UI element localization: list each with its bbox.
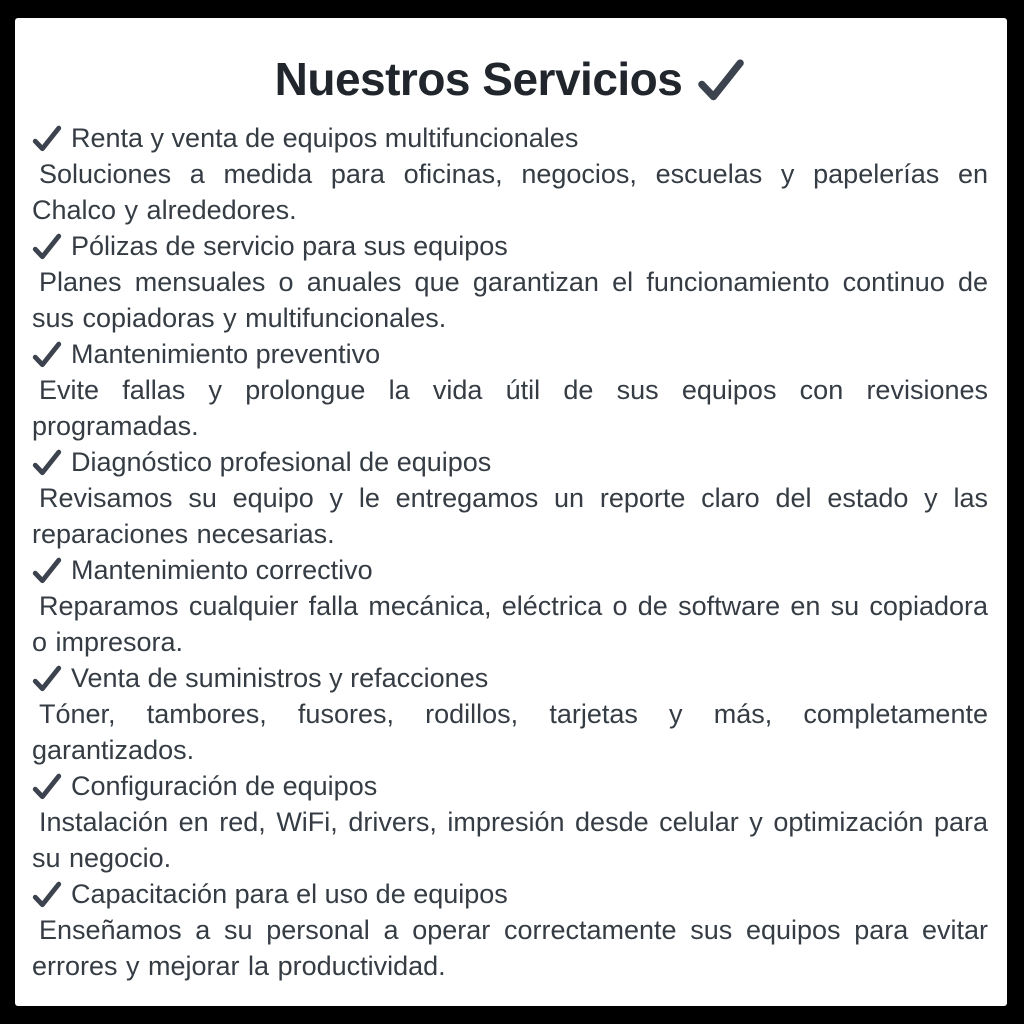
check-icon — [32, 881, 62, 908]
check-icon — [697, 58, 745, 102]
service-description: Planes mensuales o anuales que garantizan el funcionamiento continuo de sus copiadoras y multifuncionales. — [32, 266, 988, 333]
service-item — [32, 876, 988, 984]
service-item — [32, 444, 988, 552]
service-name: Mantenimiento preventivo — [71, 338, 381, 369]
service-description: Revisamos su equipo y le entregamos un reporte claro del estado y las reparaciones necesarias. — [32, 482, 988, 549]
title-row — [32, 54, 988, 105]
service-item — [32, 660, 988, 768]
services-list — [32, 120, 988, 984]
service-header — [32, 336, 988, 372]
check-icon — [32, 773, 62, 800]
service-header — [32, 768, 988, 804]
check-icon — [32, 125, 62, 152]
service-description: Evite fallas y prolongue la vida útil de sus equipos con revisiones programadas. — [32, 374, 988, 441]
service-header — [32, 228, 988, 264]
service-name: Pólizas de servicio para sus equipos — [71, 230, 508, 261]
check-icon — [32, 341, 62, 368]
check-icon — [32, 233, 62, 260]
service-description: Soluciones a medida para oficinas, negocios, escuelas y papelerías en Chalco y alrededores. — [32, 158, 988, 225]
service-item — [32, 552, 988, 660]
service-header — [32, 552, 988, 588]
service-header — [32, 120, 988, 156]
page-title: Nuestros Servicios — [274, 53, 683, 105]
service-name: Mantenimiento correctivo — [71, 554, 373, 585]
service-name: Diagnóstico profesional de equipos — [71, 446, 492, 477]
check-icon — [32, 665, 62, 692]
service-header — [32, 876, 988, 912]
service-item — [32, 768, 988, 876]
service-header — [32, 660, 988, 696]
service-description: Enseñamos a su personal a operar correctamente sus equipos para evitar errores y mejorar la productividad. — [32, 914, 988, 981]
service-header — [32, 444, 988, 480]
service-item — [32, 120, 988, 228]
service-name: Capacitación para el uso de equipos — [71, 878, 508, 909]
flyer-sheet — [15, 18, 1007, 1006]
service-description: Instalación en red, WiFi, drivers, impresión desde celular y optimización para su negocio. — [32, 806, 988, 873]
service-description: Tóner, tambores, fusores, rodillos, tarjetas y más, completamente garantizados. — [32, 698, 988, 765]
check-icon — [32, 449, 62, 476]
service-description: Reparamos cualquier falla mecánica, eléctrica o de software en su copiadora o impresora. — [32, 590, 988, 657]
service-item — [32, 228, 988, 336]
service-name: Configuración de equipos — [71, 770, 378, 801]
check-icon — [32, 557, 62, 584]
service-item — [32, 336, 988, 444]
service-name: Renta y venta de equipos multifuncionales — [71, 122, 579, 153]
service-name: Venta de suministros y refacciones — [71, 662, 489, 693]
